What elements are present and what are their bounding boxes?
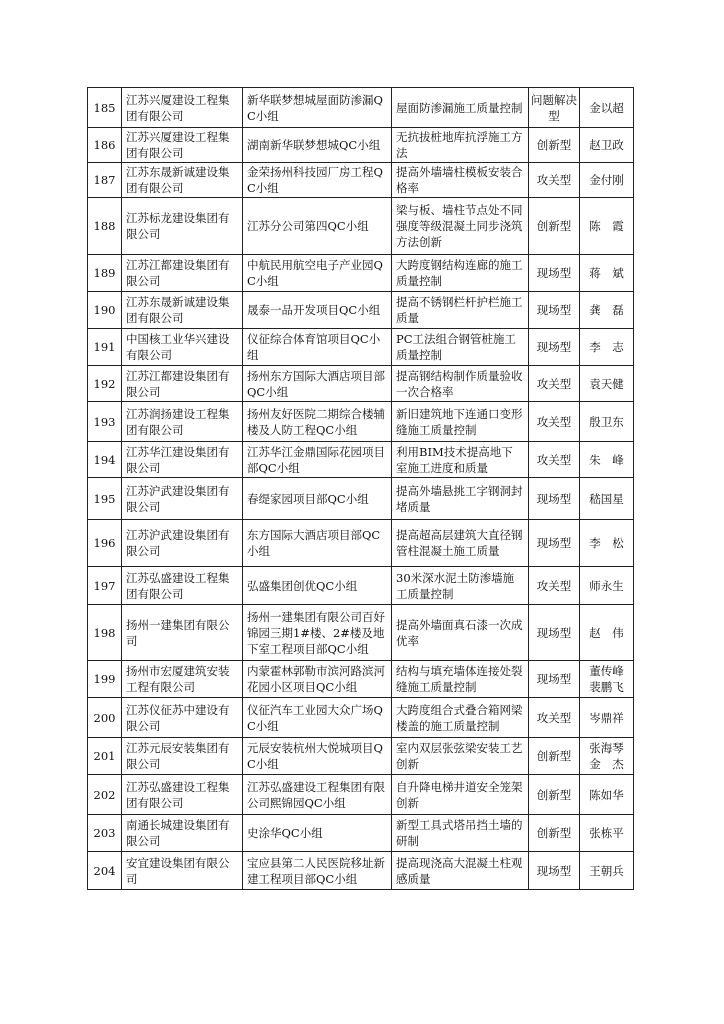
cell-number: 190 xyxy=(88,292,122,329)
cell-leader: 王朝兵 xyxy=(580,852,634,890)
cell-organization: 江苏东晟新诚建设集团有限公司 xyxy=(122,292,243,329)
cell-number: 193 xyxy=(88,402,122,442)
cell-type: 创新型 xyxy=(529,775,580,815)
table-row xyxy=(88,128,634,163)
cell-topic: 提高外墙悬挑工字钢洞封堵质量 xyxy=(392,478,529,520)
table-row xyxy=(88,329,634,366)
cell-qc-team: 江苏华江金鼎国际花园项目部QC小组 xyxy=(243,442,392,478)
cell-topic: 大跨度钢结构连廊的施工质量控制 xyxy=(392,255,529,292)
cell-organization: 江苏标龙建设集团有限公司 xyxy=(122,198,243,255)
cell-qc-team: 史涂华QC小组 xyxy=(243,815,392,852)
cell-qc-team: 金荣扬州科技园厂房工程QC小组 xyxy=(243,163,392,198)
cell-number: 196 xyxy=(88,520,122,567)
cell-number: 200 xyxy=(88,698,122,738)
cell-number: 198 xyxy=(88,605,122,661)
cell-topic: 新旧建筑地下连通口变形缝施工质量控制 xyxy=(392,402,529,442)
table-row xyxy=(88,402,634,442)
table-row xyxy=(88,88,634,128)
cell-leader: 袁天健 xyxy=(580,366,634,402)
cell-qc-team: 东方国际大酒店项目部QC小组 xyxy=(243,520,392,567)
table-row xyxy=(88,366,634,402)
cell-organization: 扬州市宏厦建筑安装工程有限公司 xyxy=(122,661,243,698)
cell-organization: 江苏华江建设集团有限公司 xyxy=(122,442,243,478)
cell-organization: 江苏江都建设集团有限公司 xyxy=(122,366,243,402)
cell-organization: 南通长城建设集团有限公司 xyxy=(122,815,243,852)
cell-number: 199 xyxy=(88,661,122,698)
cell-type: 攻关型 xyxy=(529,402,580,442)
cell-number: 185 xyxy=(88,88,122,128)
award-table xyxy=(87,87,634,890)
cell-leader: 赵卫政 xyxy=(580,128,634,163)
cell-organization: 江苏弘盛建设工程集团有限公司 xyxy=(122,775,243,815)
table-row xyxy=(88,775,634,815)
cell-qc-team: 仪征汽车工业园大众广场QC小组 xyxy=(243,698,392,738)
cell-number: 203 xyxy=(88,815,122,852)
cell-organization: 江苏润扬建设工程集团有限公司 xyxy=(122,402,243,442)
cell-type: 攻关型 xyxy=(529,567,580,605)
cell-topic: 提高外墙墙柱模板安装合格率 xyxy=(392,163,529,198)
cell-type: 创新型 xyxy=(529,738,580,775)
table-body xyxy=(88,88,634,890)
cell-topic: 梁与板、墙柱节点处不同强度等级混凝土同步浇筑方法创新 xyxy=(392,198,529,255)
cell-type: 创新型 xyxy=(529,128,580,163)
table-row xyxy=(88,738,634,775)
cell-organization: 江苏江都建设集团有限公司 xyxy=(122,255,243,292)
cell-organization: 江苏仪征苏中建设有限公司 xyxy=(122,698,243,738)
cell-leader: 李 松 xyxy=(580,520,634,567)
cell-qc-team: 弘盛集团创优QC小组 xyxy=(243,567,392,605)
cell-type: 问题解决型 xyxy=(529,88,580,128)
cell-leader: 董传峰 裴鹏飞 xyxy=(580,661,634,698)
cell-type: 现场型 xyxy=(529,478,580,520)
cell-qc-team: 扬州东方国际大酒店项目部QC小组 xyxy=(243,366,392,402)
cell-qc-team: 江苏分公司第四QC小组 xyxy=(243,198,392,255)
cell-type: 现场型 xyxy=(529,520,580,567)
cell-number: 188 xyxy=(88,198,122,255)
cell-leader: 朱 峰 xyxy=(580,442,634,478)
table-row xyxy=(88,815,634,852)
cell-type: 现场型 xyxy=(529,661,580,698)
cell-organization: 中国核工业华兴建设有限公司 xyxy=(122,329,243,366)
cell-organization: 江苏弘盛建设工程集团有限公司 xyxy=(122,567,243,605)
cell-topic: 屋面防渗漏施工质量控制 xyxy=(392,88,529,128)
award-list-sheet xyxy=(87,87,633,890)
table-row xyxy=(88,852,634,890)
table-row xyxy=(88,605,634,661)
cell-topic: 提高外墙面真石漆一次成优率 xyxy=(392,605,529,661)
cell-leader: 蒋 斌 xyxy=(580,255,634,292)
cell-leader: 张海琴 金 杰 xyxy=(580,738,634,775)
cell-leader: 师永生 xyxy=(580,567,634,605)
cell-type: 现场型 xyxy=(529,292,580,329)
cell-number: 201 xyxy=(88,738,122,775)
cell-leader: 嵇国星 xyxy=(580,478,634,520)
cell-organization: 江苏兴厦建设工程集团有限公司 xyxy=(122,88,243,128)
cell-qc-team: 扬州一建集团有限公司百好锦园三期1#楼、2#楼及地下室工程项目部QC小组 xyxy=(243,605,392,661)
table-row xyxy=(88,567,634,605)
cell-topic: 提高超高层建筑大直径钢管柱混凝土施工质量 xyxy=(392,520,529,567)
cell-topic: 提高现浇高大混凝土柱观感质量 xyxy=(392,852,529,890)
cell-number: 195 xyxy=(88,478,122,520)
cell-leader: 李 志 xyxy=(580,329,634,366)
cell-qc-team: 仪征综合体育馆项目QC小组 xyxy=(243,329,392,366)
table-row xyxy=(88,198,634,255)
table-row xyxy=(88,520,634,567)
cell-qc-team: 湖南新华联梦想城QC小组 xyxy=(243,128,392,163)
cell-type: 现场型 xyxy=(529,605,580,661)
cell-qc-team: 春缇家园项目部QC小组 xyxy=(243,478,392,520)
cell-topic: 提高不锈钢栏杆护栏施工质量 xyxy=(392,292,529,329)
cell-organization: 安宜建设集团有限公司 xyxy=(122,852,243,890)
cell-organization: 江苏沪武建设集团有限公司 xyxy=(122,478,243,520)
cell-topic: 无抗拔桩地库抗浮施工方法 xyxy=(392,128,529,163)
cell-leader: 龚 磊 xyxy=(580,292,634,329)
cell-organization: 扬州一建集团有限公司 xyxy=(122,605,243,661)
cell-organization: 江苏沪武建设集团有限公司 xyxy=(122,520,243,567)
cell-type: 现场型 xyxy=(529,255,580,292)
cell-number: 191 xyxy=(88,329,122,366)
cell-type: 攻关型 xyxy=(529,698,580,738)
cell-number: 194 xyxy=(88,442,122,478)
cell-leader: 岑鼎祥 xyxy=(580,698,634,738)
cell-topic: 提高钢结构制作质量验收一次合格率 xyxy=(392,366,529,402)
cell-qc-team: 内蒙霍林郭勒市滨河路滨河花园小区项目QC小组 xyxy=(243,661,392,698)
cell-number: 197 xyxy=(88,567,122,605)
table-row xyxy=(88,163,634,198)
cell-topic: 30米深水泥土防渗墙施工质量控制 xyxy=(392,567,529,605)
cell-topic: 新型工具式塔吊挡土墙的研制 xyxy=(392,815,529,852)
cell-leader: 殷卫东 xyxy=(580,402,634,442)
cell-type: 创新型 xyxy=(529,815,580,852)
cell-type: 现场型 xyxy=(529,329,580,366)
cell-leader: 赵 伟 xyxy=(580,605,634,661)
cell-type: 攻关型 xyxy=(529,442,580,478)
table-row xyxy=(88,292,634,329)
cell-topic: 利用BIM技术提高地下室施工进度和质量 xyxy=(392,442,529,478)
cell-organization: 江苏兴厦建设工程集团有限公司 xyxy=(122,128,243,163)
cell-qc-team: 晟泰一品开发项目QC小组 xyxy=(243,292,392,329)
cell-topic: 自升降电梯井道安全笼架创新 xyxy=(392,775,529,815)
table-row xyxy=(88,442,634,478)
cell-number: 189 xyxy=(88,255,122,292)
cell-number: 192 xyxy=(88,366,122,402)
cell-qc-team: 扬州友好医院二期综合楼辅楼及人防工程QC小组 xyxy=(243,402,392,442)
table-row xyxy=(88,478,634,520)
cell-topic: 结构与填充墙体连接处裂缝施工质量控制 xyxy=(392,661,529,698)
cell-qc-team: 新华联梦想城屋面防渗漏QC小组 xyxy=(243,88,392,128)
cell-topic: 大跨度组合式叠合箱网梁楼盖的施工质量控制 xyxy=(392,698,529,738)
cell-type: 攻关型 xyxy=(529,163,580,198)
cell-qc-team: 宝应县第二人民医院移址新建工程项目部QC小组 xyxy=(243,852,392,890)
cell-organization: 江苏元辰安装集团有限公司 xyxy=(122,738,243,775)
cell-type: 攻关型 xyxy=(529,366,580,402)
cell-number: 187 xyxy=(88,163,122,198)
cell-topic: PC工法组合钢管桩施工质量控制 xyxy=(392,329,529,366)
table-row xyxy=(88,698,634,738)
cell-qc-team: 江苏弘盛建设工程集团有限公司熙锦园QC小组 xyxy=(243,775,392,815)
cell-qc-team: 中航民用航空电子产业园QC小组 xyxy=(243,255,392,292)
cell-number: 202 xyxy=(88,775,122,815)
cell-number: 204 xyxy=(88,852,122,890)
cell-leader: 陈如华 xyxy=(580,775,634,815)
cell-organization: 江苏东晟新诚建设集团有限公司 xyxy=(122,163,243,198)
cell-number: 186 xyxy=(88,128,122,163)
cell-qc-team: 元辰安装杭州大悦城项目QC小组 xyxy=(243,738,392,775)
table-row xyxy=(88,255,634,292)
cell-leader: 陈 霞 xyxy=(580,198,634,255)
cell-type: 创新型 xyxy=(529,198,580,255)
cell-leader: 张栋平 xyxy=(580,815,634,852)
cell-leader: 金以超 xyxy=(580,88,634,128)
cell-leader: 金付刚 xyxy=(580,163,634,198)
cell-topic: 室内双层张弦梁安装工艺创新 xyxy=(392,738,529,775)
cell-type: 现场型 xyxy=(529,852,580,890)
table-row xyxy=(88,661,634,698)
